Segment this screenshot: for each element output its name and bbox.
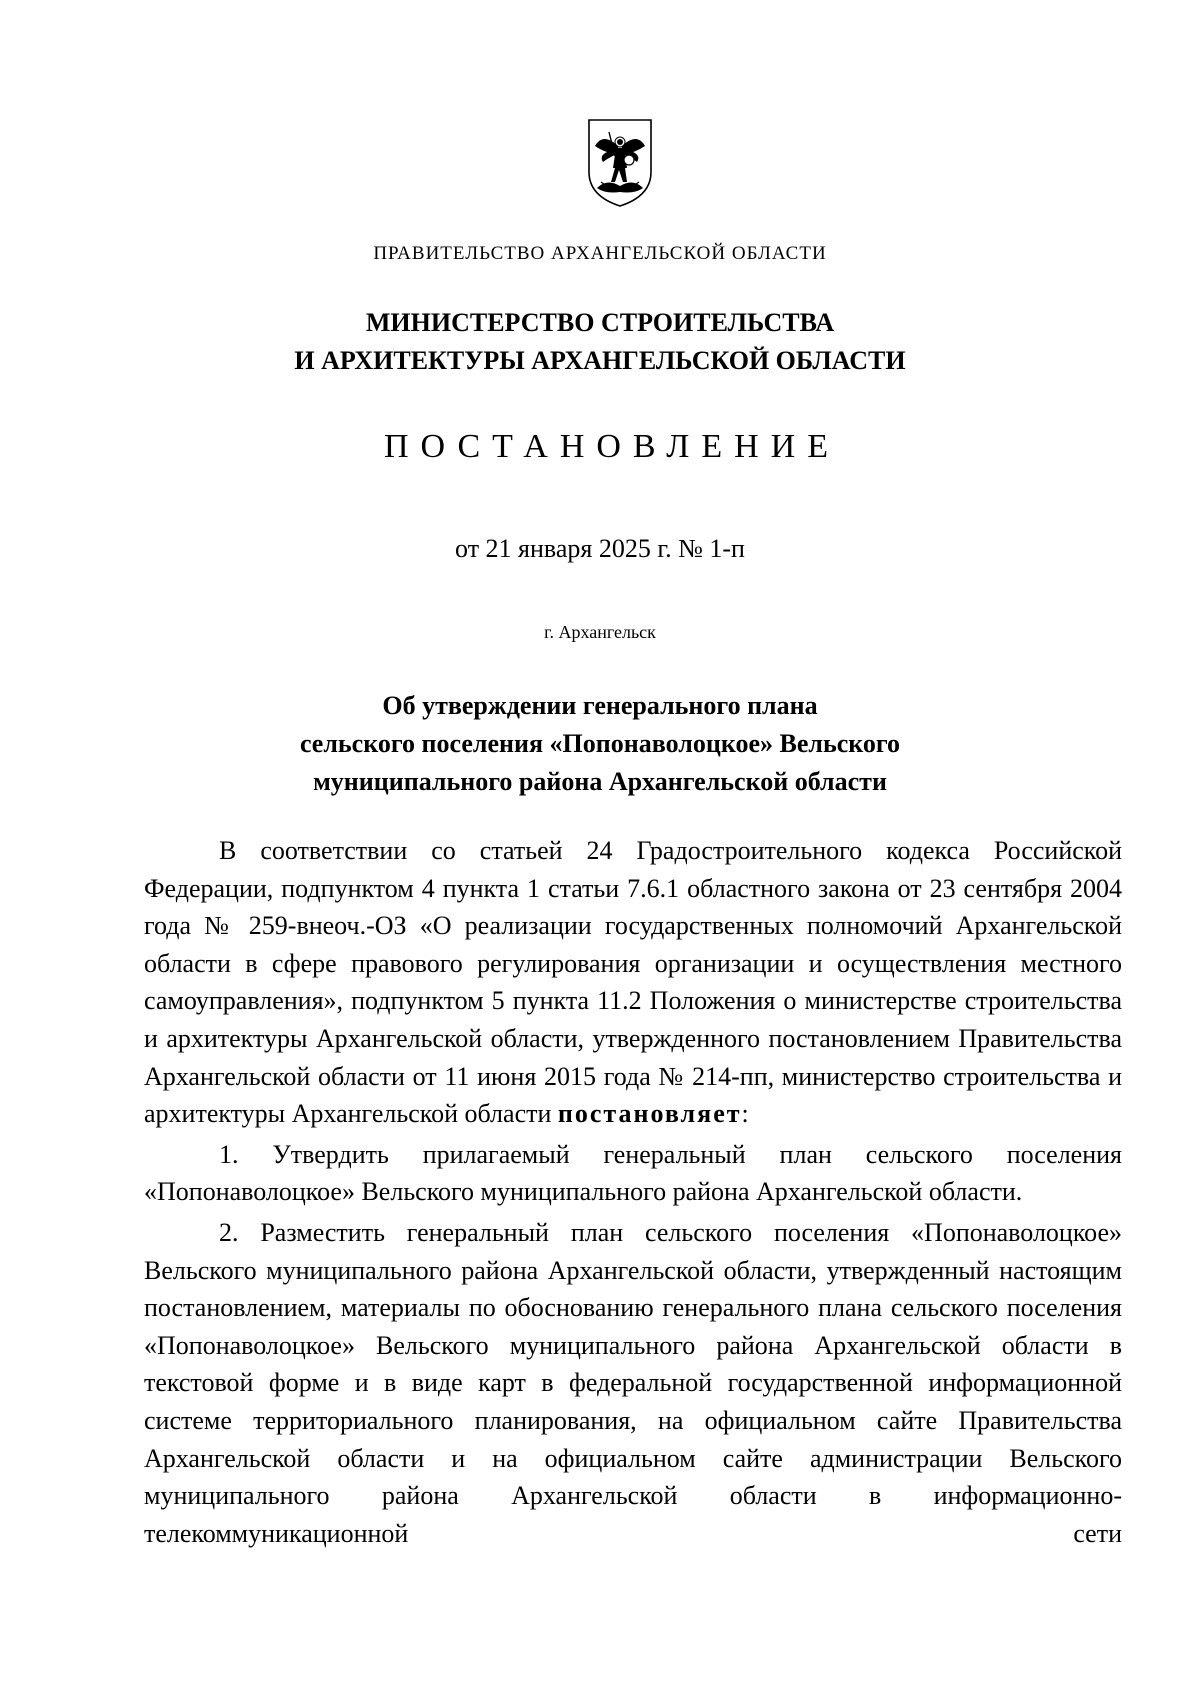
title-line-2: сельского поселения «Попонаволоцкое» Вельского [299,729,901,758]
ministry-name-line-1: МИНИСТЕРСТВО СТРОИТЕЛЬСТВА [365,308,835,337]
preamble-text: В соответствии со статьей 24 Градостроительного кодекса Российской Федерации, подпунктом 4 пункта 1 статьи 7.6.1 областного закона от 23 сентября 2004 года № 259-внеоч.-ОЗ «О реализации государственных полномочий Архангельской области в сфере правового регулирования организации и осуществления местного самоуправления», подпунктом 5 пункта 11.2 Положения о министерстве строительства и архитектуры Архангельской области, утвержденного постановлением Правительства Архангельской области от 11 июня 2015 года № 214-пп, министерство строительства и архитектуры Архангельской области [144,836,1122,1129]
preamble-paragraph [144,832,1122,1133]
government-name: ПРАВИТЕЛЬСТВО АРХАНГЕЛЬСКОЙ ОБЛАСТИ [373,243,827,264]
ministry-name-line-2: И АРХИТЕКТУРЫ АРХАНГЕЛЬСКОЙ ОБЛАСТИ [294,346,906,375]
item-1-paragraph: 1. Утвердить прилагаемый генеральный план сельского поселения «Попонаволоцкое» Вельского муниципального района Архангельской области. [144,1139,1122,1207]
title-line-1: Об утверждении генерального плана [382,691,818,720]
ministry-name [0,304,1200,380]
resolves-keyword: постановляет [557,1099,742,1129]
date-and-number: от 21 января 2025 г. № 1-п [455,534,745,563]
document-title [0,687,1200,801]
title-line-3: муниципального района Архангельской области [313,767,887,796]
resolves-colon: : [741,1099,749,1129]
item-2-paragraph: 2. Разместить генеральный план сельского поселения «Попонаволоцкое» Вельского муниципального района Архангельской области, утвержденный настоящим постановлением, материалы по обоснованию генерального плана сельского поселения «Попонаволоцкое» Вельского муниципального района Архангельской области в текстовой форме и в виде карт в федеральной государственной информационной системе территориального планирования, на официальном сайте Правительства Архангельской области и на официальном сайте администрации Вельского муниципального района Архангельской области в информационно-телекоммуникационной сети [144,1217,1122,1548]
city: г. Архангельск [544,622,656,642]
document-body [144,832,1122,1552]
coat-of-arms-icon [585,116,655,210]
document-type: ПОСТАНОВЛЕНИЕ [383,428,841,465]
